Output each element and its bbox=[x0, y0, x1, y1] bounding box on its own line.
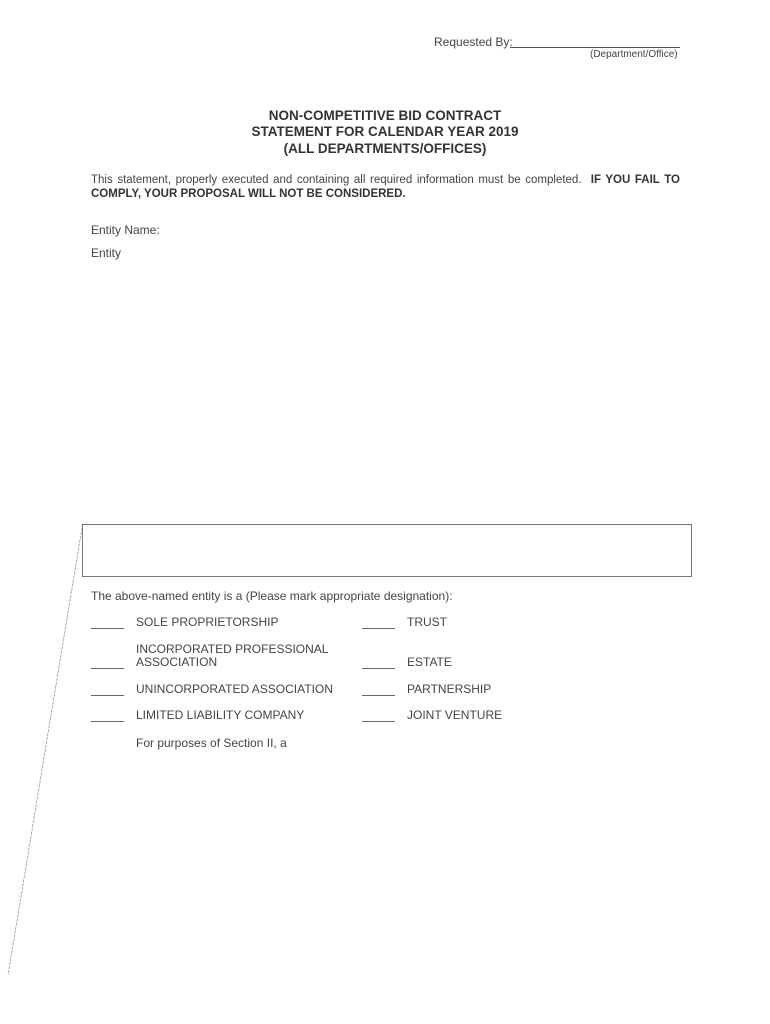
entity-name-label: Entity Name: bbox=[91, 223, 160, 237]
estate-label: ESTATE bbox=[407, 655, 452, 669]
department-office-label: (Department/Office) bbox=[590, 49, 678, 60]
designation-prompt: The above-named entity is a (Please mark appropriate designation): bbox=[91, 589, 453, 603]
requested-by-label: Requested By: bbox=[434, 35, 513, 49]
incorporated-association-label-1: INCORPORATED PROFESSIONAL bbox=[136, 642, 329, 656]
trust-label: TRUST bbox=[407, 615, 447, 629]
partnership-label: PARTNERSHIP bbox=[407, 682, 492, 696]
llc-label: LIMITED LIABILITY COMPANY bbox=[136, 708, 305, 722]
unincorporated-association-label: UNINCORPORATED ASSOCIATION bbox=[136, 682, 333, 696]
document-title-line-3: (ALL DEPARTMENTS/OFFICES) bbox=[283, 141, 487, 156]
statement-warning: IF YOU FAIL TO COMPLY, YOUR PROPOSAL WILL NOT BE CONSIDERED. bbox=[91, 174, 680, 200]
section-ii-note: For purposes of Section II, a bbox=[136, 736, 287, 750]
statement-text: This statement, properly executed and containing all required information must be completed. bbox=[91, 174, 582, 186]
joint-venture-label: JOINT VENTURE bbox=[407, 708, 503, 722]
sole-proprietorship-label: SOLE PROPRIETORSHIP bbox=[136, 615, 279, 629]
document-title-line-2: STATEMENT FOR CALENDAR YEAR 2019 bbox=[251, 124, 519, 139]
document-title-line-1: NON-COMPETITIVE BID CONTRACT bbox=[268, 108, 502, 123]
entity-name-value: Entity bbox=[91, 246, 122, 260]
incorporated-association-label-2: ASSOCIATION bbox=[136, 655, 218, 669]
